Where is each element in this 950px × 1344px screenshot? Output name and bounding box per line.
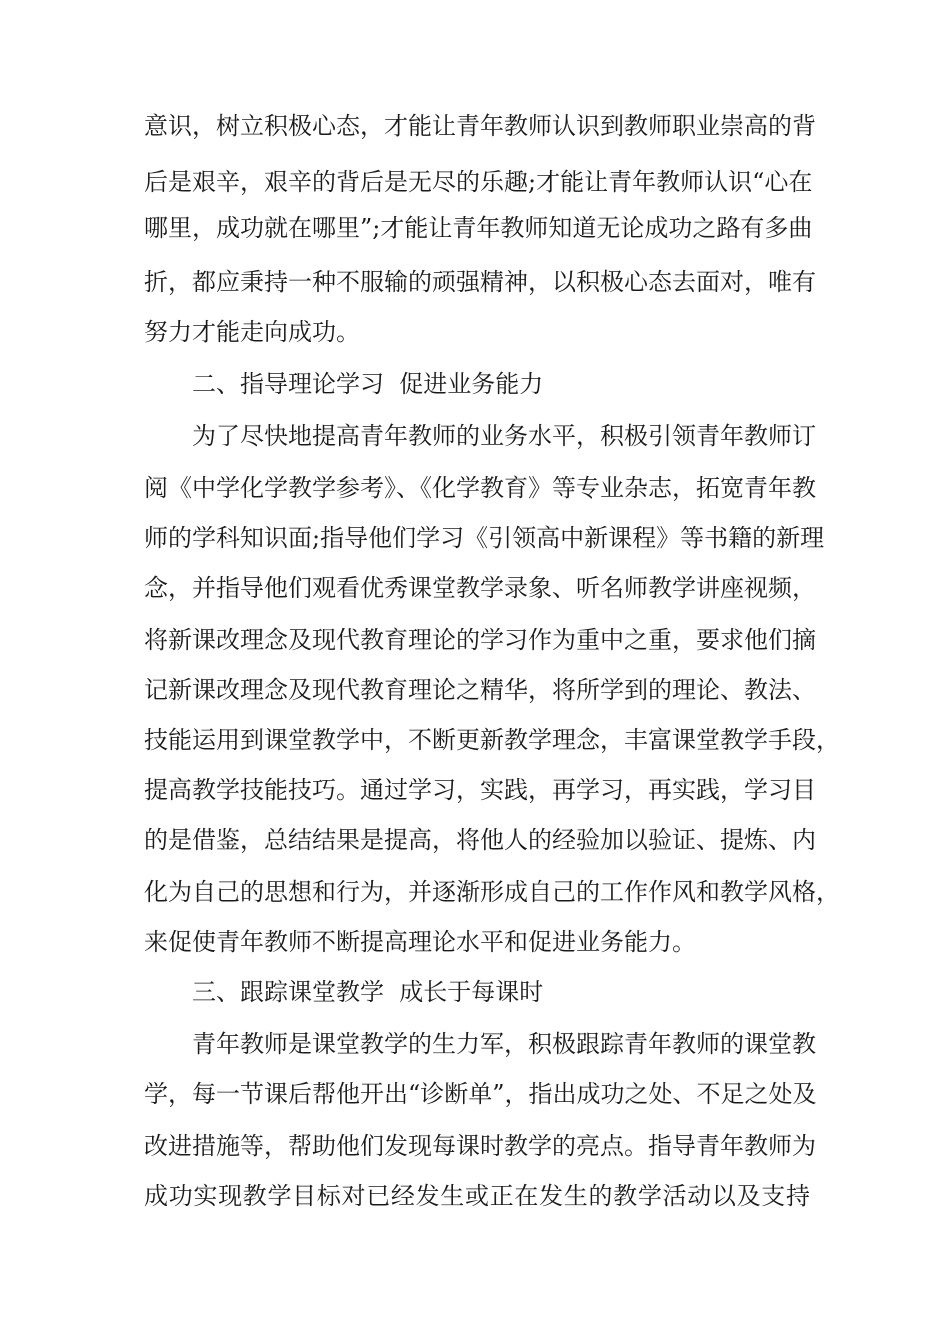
- paragraph-3-line-4: 成功实现教学目标对已经发生或正在发生的教学活动以及支持: [144, 1182, 810, 1210]
- paragraph-1-line-2: 后是艰辛，艰辛的背后是无尽的乐趣;才能让青年教师认识“心在: [144, 168, 813, 196]
- paragraph-2-line-6: 记新课改理念及现代教育理论之精华，将所学到的理论、教法、: [144, 676, 816, 704]
- paragraph-2-line-3: 师的学科知识面;指导他们学习《引领高中新课程》等书籍的新理: [144, 524, 825, 552]
- paragraph-1-line-1: 意识，树立积极心态，才能让青年教师认识到教师职业崇高的背: [144, 112, 816, 140]
- paragraph-2-line-1: 为了尽快地提高青年教师的业务水平，积极引领青年教师订: [192, 422, 816, 450]
- paragraph-1-line-5: 努力才能走向成功。: [144, 318, 360, 346]
- paragraph-3-line-2: 学，每一节课后帮他开出“诊断单”，指出成功之处、不足之处及: [144, 1080, 817, 1108]
- paragraph-2-line-10: 化为自己的思想和行为，并逐渐形成自己的工作作风和教学风格，: [144, 878, 840, 906]
- paragraph-2-line-11: 来促使青年教师不断提高理论水平和促进业务能力。: [144, 928, 696, 956]
- paragraph-2-line-9: 的是借鉴，总结结果是提高，将他人的经验加以验证、提炼、内: [144, 826, 816, 854]
- paragraph-2-line-4: 念，并指导他们观看优秀课堂教学录象、听名师教学讲座视频，: [144, 574, 816, 602]
- paragraph-2-line-2: 阅《中学化学教学参考》、《化学教育》等专业杂志，拓宽青年教: [144, 474, 816, 502]
- paragraph-1-line-4: 折，都应秉持一种不服输的顽强精神，以积极心态去面对，唯有: [144, 268, 816, 296]
- paragraph-2-line-7: 技能运用到课堂教学中，不断更新教学理念，丰富课堂教学手段，: [144, 726, 840, 754]
- paragraph-2-line-5: 将新课改理念及现代教育理论的学习作为重中之重，要求他们摘: [144, 626, 816, 654]
- paragraph-3-line-3: 改进措施等，帮助他们发现每课时教学的亮点。指导青年教师为: [144, 1132, 816, 1160]
- paragraph-3-line-1: 青年教师是课堂教学的生力军，积极跟踪青年教师的课堂教: [192, 1030, 816, 1058]
- paragraph-1-line-3: 哪里，成功就在哪里”;才能让青年教师知道无论成功之路有多曲: [144, 214, 813, 242]
- section-heading-3: 三、跟踪课堂教学 成长于每课时: [192, 978, 544, 1006]
- section-heading-2: 二、指导理论学习 促进业务能力: [192, 370, 544, 398]
- paragraph-2-line-8: 提高教学技能技巧。通过学习，实践，再学习，再实践，学习目: [144, 776, 816, 804]
